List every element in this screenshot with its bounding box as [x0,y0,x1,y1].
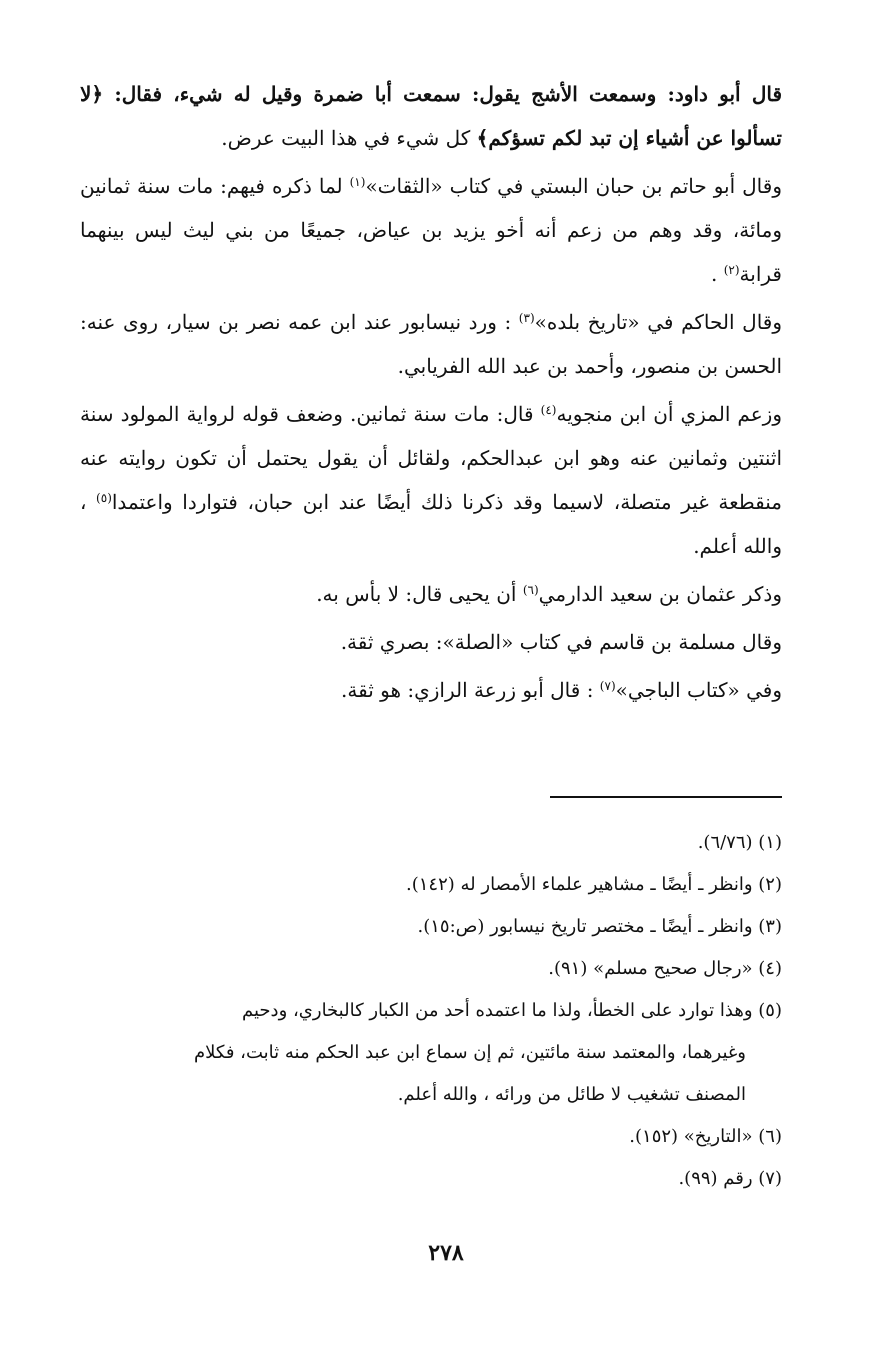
paragraph-text: وقال مسلمة بن قاسم في كتاب «الصلة»: بصري ثقة. [340,630,782,654]
footnote-2: (٢) وانظر ـ أيضًا ـ مشاهير علماء الأمصار له (١٤٢). [406,874,782,895]
page-number: ٢٧٨ [428,1240,464,1266]
footnote-5-continued: وغيرهما، والمعتمد سنة مائتين، ثم إن سماع ابن عبد الحكم منه ثابت، فكلام [194,1042,746,1063]
footnotes [80,822,782,1200]
footnote-7: (٧) رقم (٩٩). [678,1168,782,1189]
main-text [80,72,782,716]
paragraph-text: وفي «كتاب الباجي» [615,678,782,702]
footnote-ref[interactable]: (٦) [522,583,539,597]
footnote-5-continued: المصنف تشغيب لا طائل من ورائه ، والله أعلم. [397,1084,746,1105]
paragraph-text: : قال أبو زرعة الرازي: هو ثقة. [341,678,600,702]
footnote-1: (١) (٦/٧٦). [697,832,782,853]
paragraph-baji [80,668,782,712]
paragraph-darimi [80,572,782,616]
footnote-5: (٥) وهذا توارد على الخطأ، ولذا ما اعتمده أحد من الكبار كالبخاري، ودحيم [242,1000,782,1021]
paragraph-mizzi [80,392,782,568]
paragraph-text: . [711,262,724,286]
bold-quote: قال أبو داود: وسمعت الأشج يقول: سمعت أبا ضمرة وقيل له شيء، فقال: ﴿لا تسألوا عن أشياء إن تبد لكم تسؤكم﴾ [80,82,782,150]
footnote-ref[interactable]: (٧) [599,679,616,693]
paragraph-text: لما ذكره فيهم: مات سنة ثمانين ومائة، وقد وهم من زعم أنه أخو يزيد بن عياض، جميعًا من بني ليث ليس بينهما قرابة [80,174,782,286]
footnote-ref[interactable]: (٤) [540,403,557,417]
footnote-4: (٤) «رجال صحيح مسلم» (٩١). [548,958,782,979]
footnote-ref[interactable]: (٥) [96,491,112,505]
footnote-ref[interactable]: (٢) [723,263,740,277]
paragraph-text: وذكر عثمان بن سعيد الدارمي [538,582,782,606]
footnote-ref[interactable]: (٣) [518,311,535,325]
footnote-ref[interactable]: (١) [349,175,366,189]
footnote-3: (٣) وانظر ـ أيضًا ـ مختصر تاريخ نيسابور (ص:١٥). [417,916,782,937]
paragraph-text: ، والله أعلم. [80,490,782,558]
paragraph-text: أن يحيى قال: لا بأس به. [316,582,523,606]
paragraph-hakim [80,300,782,388]
paragraph-text: وزعم المزي أن ابن منجويه [556,402,782,426]
paragraph-ibn-hibban [80,164,782,296]
footnote-divider [550,796,782,798]
paragraph-text: وقال أبو حاتم بن حبان البستي في كتاب «الثقات» [365,174,782,198]
paragraph-text: قال: مات سنة ثمانين. وضعف قوله لرواية المولود سنة اثنتين وثمانين عنه وهو ابن عبدالحكم، ولقائل أن يقول يحتمل أن تكون روايته عنه منقطعة غير متصلة، لاسيما وقد ذكرنا ذلك أيضًا عند ابن حبان، فتواردا واعتمدا [80,402,783,514]
paragraph-text: : ورد نيسابور عند ابن عمه نصر بن سيار، روى عنه: الحسن بن منصور، وأحمد بن عبد الله الفريابي. [80,310,782,378]
paragraph-maslama [80,620,782,664]
paragraph-abu-dawud [80,72,782,160]
paragraph-text: كل شيء في هذا البيت عرض. [221,126,477,150]
footnote-6: (٦) «التاريخ» (١٥٢). [629,1126,782,1147]
paragraph-text: وقال الحاكم في «تاريخ بلده» [534,310,783,334]
